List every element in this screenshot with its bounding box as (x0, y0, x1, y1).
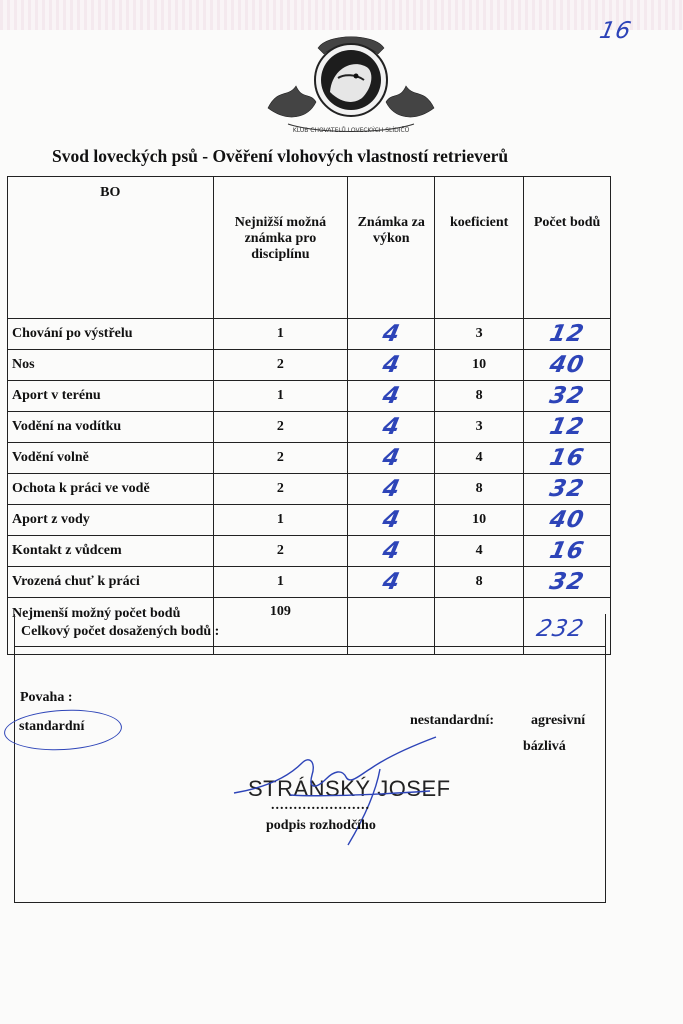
signature-caption: podpis rozhodčího (266, 818, 376, 833)
discipline-label: Vodění volně (8, 443, 214, 474)
scoring-table (7, 176, 611, 655)
min-grade-cell: 2 (213, 443, 348, 474)
discipline-label: Vrozená chuť k práci (8, 567, 214, 598)
points-cell: 32 (547, 383, 587, 409)
table-row (8, 505, 611, 536)
coefficient-cell: 8 (435, 567, 524, 598)
header-coefficient: koeficient (435, 177, 524, 319)
discipline-label: Ochota k práci ve vodě (8, 474, 214, 505)
page-number: 16 (597, 18, 635, 44)
coefficient-cell: 10 (435, 505, 524, 536)
coefficient-cell: 8 (435, 474, 524, 505)
table-row (8, 443, 611, 474)
top-band (0, 0, 683, 30)
temperament-aggressive: agresivní (531, 713, 586, 728)
discipline-label: Kontakt z vůdcem (8, 536, 214, 567)
min-grade-cell: 2 (213, 536, 348, 567)
discipline-label: Aport z vody (8, 505, 214, 536)
club-logo (258, 28, 444, 143)
table-row (8, 319, 611, 350)
min-grade-cell: 1 (213, 381, 348, 412)
temperament-shy: bázlivá (523, 739, 566, 754)
grade-cell: 4 (379, 321, 403, 347)
coefficient-cell: 4 (435, 443, 524, 474)
header-points: Počet bodů (524, 177, 611, 319)
table-header-row (8, 177, 611, 319)
points-cell: 32 (547, 476, 587, 502)
svg-text:KLUB CHOVATELŮ LOVECKÝCH SLÍDI: KLUB CHOVATELŮ LOVECKÝCH SLÍDIČŮ (292, 127, 410, 134)
points-cell: 12 (547, 321, 587, 347)
header-min-grade: Nejnižší možná známka pro disciplínu (213, 177, 348, 319)
coefficient-cell: 10 (435, 350, 524, 381)
min-grade-cell: 2 (213, 350, 348, 381)
points-cell: 16 (547, 538, 587, 564)
grade-cell: 4 (379, 445, 403, 471)
discipline-label: Aport v terénu (8, 381, 214, 412)
temperament-nonstandard: nestandardní: (410, 713, 495, 728)
coefficient-cell: 3 (435, 412, 524, 443)
min-grade-cell: 1 (213, 319, 348, 350)
table-row (8, 474, 611, 505)
table-row (8, 350, 611, 381)
total-label: Celkový počet dosažených bodů : (21, 624, 220, 639)
signature-line: ...................... (271, 798, 370, 813)
grade-cell: 4 (379, 476, 403, 502)
table-row (8, 412, 611, 443)
min-grade-cell: 1 (213, 567, 348, 598)
points-cell: 40 (547, 507, 587, 533)
min-grade-cell: 1 (213, 505, 348, 536)
min-points-value: 109 (213, 598, 348, 655)
grade-cell: 4 (379, 538, 403, 564)
coefficient-cell: 4 (435, 536, 524, 567)
min-grade-cell: 2 (213, 412, 348, 443)
grade-cell: 4 (379, 414, 403, 440)
total-value: 232 (534, 616, 587, 642)
grade-cell: 4 (379, 352, 403, 378)
temperament-standard: standardní (19, 719, 85, 734)
points-cell: 16 (547, 445, 587, 471)
grade-cell: 4 (379, 507, 403, 533)
discipline-label: Nos (8, 350, 214, 381)
form-title: Svod loveckých psů - Ověření vlohových vlastností retrieverů (52, 146, 509, 166)
table-row (8, 567, 611, 598)
grade-cell: 4 (379, 383, 403, 409)
table-row (8, 536, 611, 567)
total-row (14, 614, 606, 647)
points-cell: 40 (547, 352, 587, 378)
grade-cell: 4 (379, 569, 403, 595)
coefficient-cell: 3 (435, 319, 524, 350)
points-cell: 32 (547, 569, 587, 595)
header-bo: BO (8, 177, 214, 319)
discipline-label: Vodění na vodítku (8, 412, 214, 443)
points-cell: 12 (547, 414, 587, 440)
coefficient-cell: 8 (435, 381, 524, 412)
table-row (8, 381, 611, 412)
min-points-label: Nejmenší možný počet bodů (8, 598, 214, 655)
temperament-label: Povaha : (20, 690, 73, 705)
header-grade: Známka za výkon (348, 177, 435, 319)
min-grade-cell: 2 (213, 474, 348, 505)
judge-name-stamp: STRÁNSKÝ JOSEF (248, 776, 451, 801)
discipline-label: Chování po výstřelu (8, 319, 214, 350)
